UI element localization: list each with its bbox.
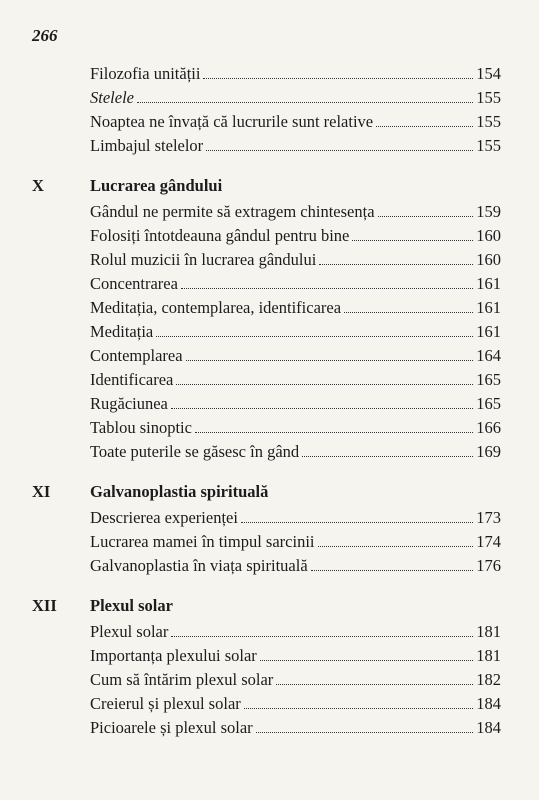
dot-leader [186,360,474,361]
dot-leader [344,312,473,313]
entry-title: Descrierea experienței [90,508,238,527]
toc-entry[interactable] [0,198,539,222]
entry-title: Contemplarea [90,346,183,365]
entry-page-number: 181 [476,646,501,665]
dot-leader [256,732,474,733]
dot-leader [241,522,473,523]
entry-title: Galvanoplastia în viața spirituală [90,556,308,575]
dot-leader [352,240,473,241]
toc-entry[interactable] [0,528,539,552]
chapter-number: XI [32,482,51,501]
chapter-number: XII [32,596,57,615]
toc-entry[interactable] [0,390,539,414]
dot-leader [203,78,473,79]
toc-entry[interactable] [0,642,539,666]
entry-title: Noaptea ne învață că lucrurile sunt relative [90,112,374,131]
entry-page-number: 159 [476,202,501,221]
entry-page-number: 155 [476,136,501,155]
dot-leader [195,432,473,433]
chapter-number: X [32,176,44,195]
entry-title: Gândul ne permite să extragem chintesența [90,202,375,221]
entry-page-number: 174 [476,532,501,551]
dot-leader [376,126,473,127]
entry-title: Rugăciunea [90,394,168,413]
dot-leader [181,288,473,289]
entry-page-number: 160 [476,226,501,245]
toc-entry[interactable] [0,690,539,714]
dot-leader [176,384,473,385]
chapter-title: Galvanoplastia spirituală [90,482,269,501]
entry-page-number: 155 [476,88,501,107]
dot-leader [319,264,473,265]
entry-page-number: 164 [476,346,501,365]
entry-page-number: 161 [476,322,501,341]
toc-entry[interactable] [0,552,539,576]
toc-entry[interactable] [0,132,539,156]
toc-entry[interactable] [0,666,539,690]
entry-page-number: 161 [476,274,501,293]
table-of-contents [0,60,539,738]
entry-title: Stelele [90,88,134,107]
toc-entry[interactable] [0,294,539,318]
entry-page-number: 184 [476,718,501,737]
entry-title: Creierul și plexul solar [90,694,241,713]
entry-title: Concentrarea [90,274,178,293]
toc-entry[interactable] [0,414,539,438]
toc-entry[interactable] [0,222,539,246]
entry-page-number: 182 [476,670,501,689]
dot-leader [244,708,473,709]
toc-entry[interactable] [0,246,539,270]
entry-title: Picioarele și plexul solar [90,718,253,737]
dot-leader [378,216,474,217]
toc-entry[interactable] [0,318,539,342]
page-number: 266 [32,26,58,45]
dot-leader [311,570,474,571]
entry-page-number: 166 [476,418,501,437]
chapter-heading [0,478,539,504]
chapter-title: Plexul solar [90,596,173,615]
toc-entry[interactable] [0,84,539,108]
dot-leader [156,336,473,337]
toc-entry[interactable] [0,342,539,366]
toc-entry[interactable] [0,714,539,738]
entry-title: Toate puterile se găsesc în gând [90,442,300,461]
entry-title: Tablou sinoptic [90,418,192,437]
entry-title: Plexul solar [90,622,169,641]
dot-leader [302,456,473,457]
dot-leader [276,684,473,685]
dot-leader [318,546,474,547]
chapter-heading [0,172,539,198]
entry-title: Cum să întărim plexul solar [90,670,274,689]
entry-page-number: 155 [476,112,501,131]
toc-entry[interactable] [0,504,539,528]
toc-entry[interactable] [0,270,539,294]
entry-page-number: 184 [476,694,501,713]
entry-page-number: 181 [476,622,501,641]
entry-page-number: 160 [476,250,501,269]
entry-title: Lucrarea mamei în timpul sarcinii [90,532,315,551]
entry-title: Folosiți întotdeauna gândul pentru bine [90,226,350,245]
toc-entry[interactable] [0,366,539,390]
entry-page-number: 154 [476,64,501,83]
toc-entry[interactable] [0,618,539,642]
dot-leader [206,150,473,151]
dot-leader [171,636,473,637]
entry-title: Rolul muzicii în lucrarea gândului [90,250,317,269]
dot-leader [260,660,473,661]
entry-title: Limbajul stelelor [90,136,204,155]
entry-page-number: 161 [476,298,501,317]
toc-entry[interactable] [0,60,539,84]
entry-title: Identificarea [90,370,174,389]
entry-page-number: 165 [476,370,501,389]
entry-page-number: 176 [476,556,501,575]
entry-title: Meditația, contemplarea, identificarea [90,298,342,317]
entry-title: Importanța plexului solar [90,646,257,665]
chapter-title: Lucrarea gândului [90,176,223,195]
entry-page-number: 169 [476,442,501,461]
toc-entry[interactable] [0,438,539,462]
toc-entry[interactable] [0,108,539,132]
dot-leader [137,102,473,103]
dot-leader [171,408,473,409]
entry-page-number: 165 [476,394,501,413]
entry-title: Meditația [90,322,154,341]
entry-title: Filozofia unității [90,64,201,83]
entry-page-number: 173 [476,508,501,527]
chapter-heading [0,592,539,618]
